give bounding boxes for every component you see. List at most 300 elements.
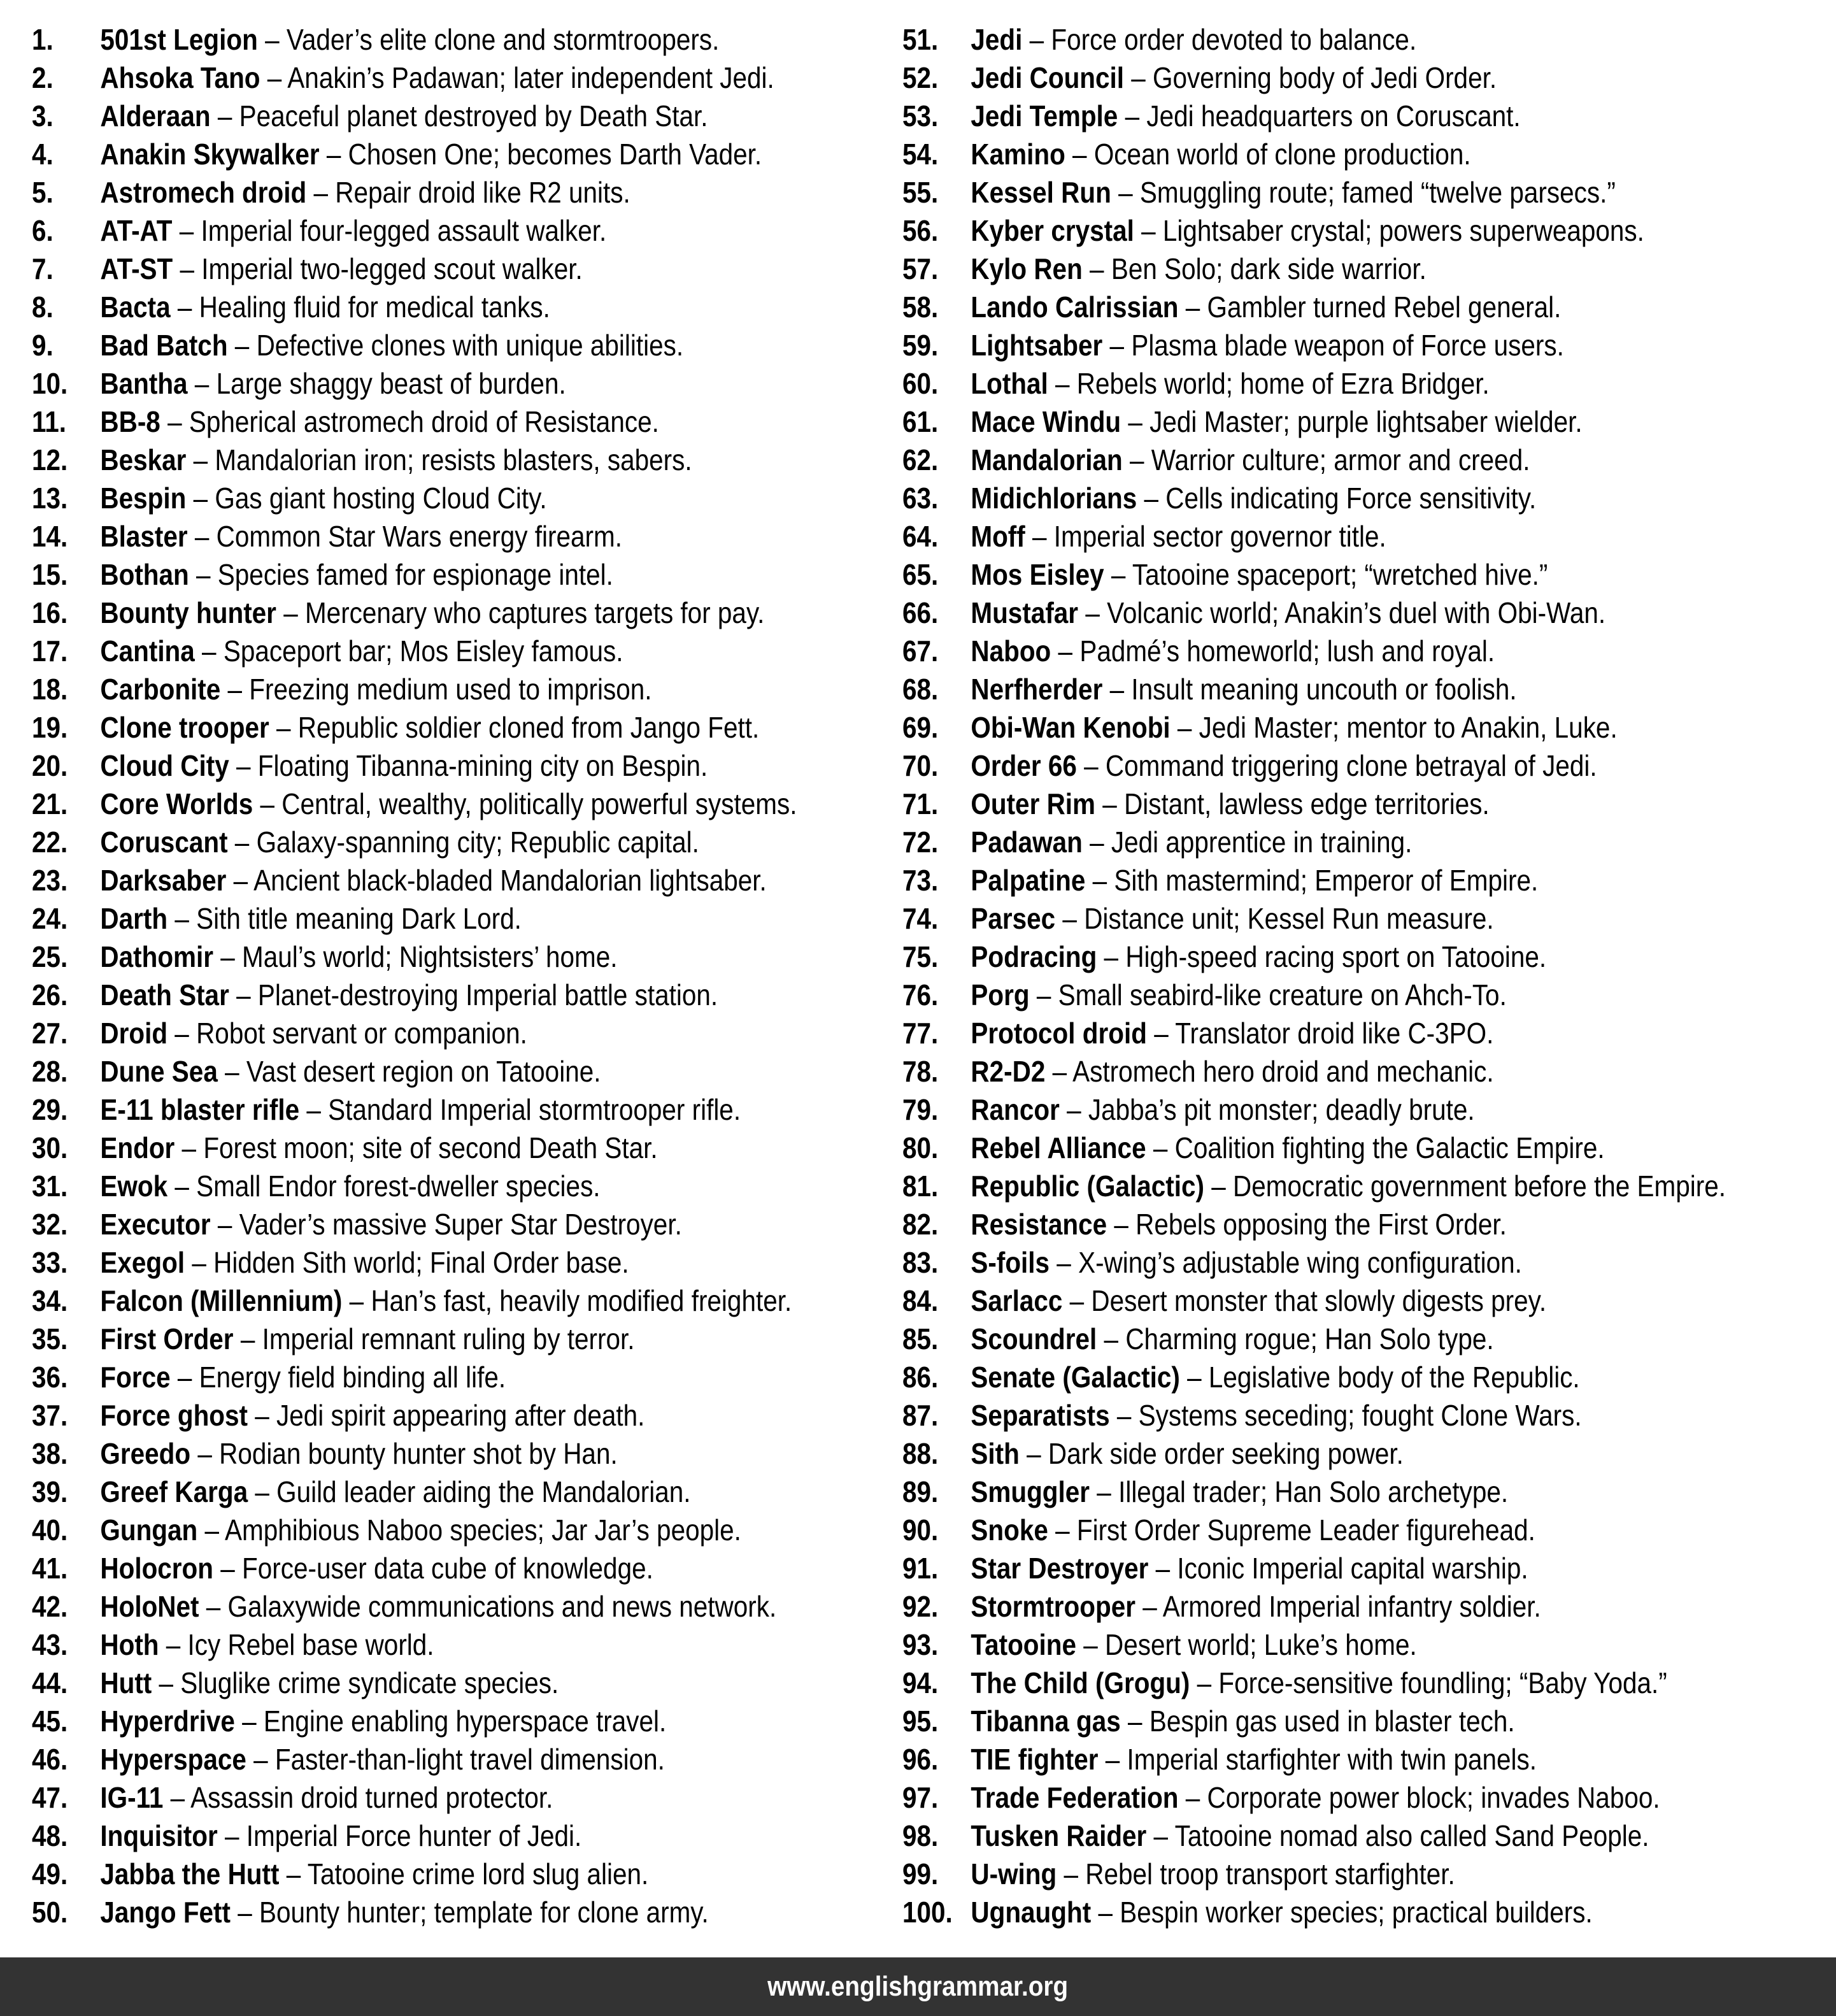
item-number: 19. [32, 711, 68, 744]
list-item [902, 861, 1726, 899]
item-number: 41. [32, 1552, 68, 1585]
item-term: Stormtrooper [971, 1590, 1135, 1623]
item-number: 81. [902, 1169, 939, 1203]
item-term: Star Destroyer [971, 1552, 1149, 1585]
item-separator: – [172, 214, 201, 247]
item-number: 36. [32, 1361, 68, 1394]
item-number: 13. [32, 482, 68, 515]
item-definition: Standard Imperial stormtrooper rifle. [328, 1093, 741, 1126]
item-term: Bespin [100, 482, 187, 515]
list-item [902, 1740, 1726, 1778]
item-definition: Desert monster that slowly digests prey. [1091, 1284, 1547, 1317]
list-item [32, 173, 798, 211]
list-item [902, 594, 1726, 632]
item-term: Senate (Galactic) [971, 1361, 1180, 1394]
item-text [971, 441, 1530, 479]
item-text [100, 97, 708, 135]
item-separator: – [185, 1246, 214, 1279]
item-text [100, 747, 708, 785]
item-separator: – [213, 940, 243, 973]
list-item [902, 899, 1726, 938]
item-separator: – [1082, 252, 1111, 285]
item-number: 100. [902, 1896, 953, 1929]
item-separator: – [1107, 1208, 1136, 1241]
item-number: 43. [32, 1628, 68, 1661]
item-separator: – [1102, 673, 1132, 706]
item-separator: – [1019, 1437, 1048, 1470]
item-text [100, 326, 683, 364]
item-definition: Freezing medium used to imprison. [249, 673, 652, 706]
list-item [32, 211, 798, 250]
item-number: 94. [902, 1666, 939, 1699]
item-term: Droid [100, 1017, 168, 1050]
glossary-column-right [902, 20, 1836, 1931]
item-definition: Rebels world; home of Ezra Bridger. [1076, 367, 1490, 400]
item-number: 5. [32, 176, 53, 209]
list-item [902, 1014, 1726, 1052]
item-separator: – [167, 902, 197, 935]
item-number: 37. [32, 1399, 68, 1432]
item-text [100, 1855, 648, 1893]
item-number: 31. [32, 1169, 68, 1203]
item-text [971, 670, 1516, 708]
item-term: Ugnaught [971, 1896, 1092, 1929]
item-definition: Astromech hero droid and mechanic. [1072, 1055, 1494, 1088]
list-item [32, 1396, 798, 1434]
item-number: 83. [902, 1246, 939, 1279]
item-term: HoloNet [100, 1590, 199, 1623]
item-definition: Sith title meaning Dark Lord. [196, 902, 522, 935]
list-item [902, 976, 1726, 1014]
item-term: Jedi Temple [971, 99, 1118, 132]
item-definition: Bounty hunter; template for clone army. [259, 1896, 709, 1929]
list-item [32, 1090, 798, 1129]
list-item [32, 1205, 798, 1243]
item-separator: – [319, 138, 348, 171]
item-definition: Rodian bounty hunter shot by Han. [219, 1437, 618, 1470]
item-term: Clone trooper [100, 711, 269, 744]
item-number: 1. [32, 23, 53, 56]
item-separator: – [1111, 176, 1140, 209]
item-text [100, 1511, 741, 1549]
list-item [32, 364, 798, 403]
item-term: Dune Sea [100, 1055, 218, 1088]
item-definition: Spherical astromech droid of Resistance. [189, 405, 659, 438]
item-term: Core Worlds [100, 787, 253, 820]
item-term: Naboo [971, 634, 1051, 668]
item-text [100, 1243, 629, 1282]
item-number: 18. [32, 673, 68, 706]
item-term: Mos Eisley [971, 558, 1104, 591]
item-term: Order 66 [971, 749, 1077, 782]
item-number: 70. [902, 749, 939, 782]
list-item [32, 1664, 798, 1702]
item-number: 84. [902, 1284, 939, 1317]
item-number: 17. [32, 634, 68, 668]
item-number: 40. [32, 1513, 68, 1547]
item-number: 14. [32, 520, 68, 553]
item-definition: Imperial starfighter with twin panels. [1127, 1743, 1537, 1776]
list-item [902, 1434, 1726, 1473]
item-definition: Faster-than-light travel dimension. [274, 1743, 665, 1776]
list-item [902, 1626, 1726, 1664]
list-item [32, 326, 798, 364]
item-term: E-11 blaster rifle [100, 1093, 300, 1126]
item-text [971, 1014, 1493, 1052]
item-number: 28. [32, 1055, 68, 1088]
item-number: 53. [902, 99, 939, 132]
item-definition: Armored Imperial infantry soldier. [1162, 1590, 1541, 1623]
item-definition: Warrior culture; armor and creed. [1151, 443, 1530, 476]
list-item [902, 1702, 1726, 1740]
item-text [971, 1702, 1514, 1740]
item-number: 10. [32, 367, 68, 400]
item-term: Hutt [100, 1666, 152, 1699]
item-definition: Robot servant or companion. [196, 1017, 527, 1050]
item-definition: Engine enabling hyperspace travel. [263, 1705, 667, 1738]
item-separator: – [1078, 596, 1107, 629]
item-term: Smuggler [971, 1475, 1090, 1508]
item-definition: Planet-destroying Imperial battle station. [257, 978, 718, 1012]
item-separator: – [1076, 1628, 1106, 1661]
list-item [902, 785, 1726, 823]
item-definition: Ancient black-bladed Mandalorian lightsaber. [253, 864, 767, 897]
item-text [971, 1511, 1535, 1549]
item-text [971, 1167, 1726, 1205]
item-term: Outer Rim [971, 787, 1096, 820]
item-separator: – [1025, 520, 1054, 553]
item-text [100, 1702, 666, 1740]
item-definition: Smuggling route; famed “twelve parsecs.” [1139, 176, 1616, 209]
item-text [971, 823, 1412, 861]
item-term: Mace Windu [971, 405, 1121, 438]
item-definition: Command triggering clone betrayal of Jedi. [1105, 749, 1597, 782]
item-term: Hyperspace [100, 1743, 246, 1776]
item-definition: Bespin worker species; practical builders. [1120, 1896, 1593, 1929]
list-item [32, 1358, 798, 1396]
item-number: 22. [32, 826, 68, 859]
item-separator: – [1102, 329, 1132, 362]
list-item [902, 1893, 1726, 1931]
item-separator: – [1091, 1896, 1120, 1929]
item-text [100, 785, 797, 823]
item-definition: Ben Solo; dark side warrior. [1111, 252, 1427, 285]
item-number: 95. [902, 1705, 939, 1738]
item-separator: – [1050, 1246, 1079, 1279]
item-term: Death Star [100, 978, 229, 1012]
item-term: Protocol droid [971, 1017, 1147, 1050]
item-number: 29. [32, 1093, 68, 1126]
item-number: 87. [902, 1399, 939, 1432]
item-number: 65. [902, 558, 939, 591]
item-separator: – [1029, 978, 1058, 1012]
item-definition: Legislative body of the Republic. [1208, 1361, 1580, 1394]
list-item [902, 823, 1726, 861]
item-definition: Imperial four-legged assault walker. [201, 214, 607, 247]
item-separator: – [231, 1896, 260, 1929]
item-term: Tusken Raider [971, 1819, 1147, 1852]
item-separator: – [159, 1628, 188, 1661]
item-number: 8. [32, 290, 53, 324]
list-item [902, 1205, 1726, 1243]
item-term: Darksaber [100, 864, 227, 897]
item-number: 39. [32, 1475, 68, 1508]
item-separator: – [1179, 1361, 1209, 1394]
item-separator: – [269, 711, 298, 744]
item-definition: Vader’s elite clone and stormtroopers. [286, 23, 720, 56]
item-term: Inquisitor [100, 1819, 218, 1852]
list-item [32, 1817, 798, 1855]
item-text [100, 938, 617, 976]
item-number: 93. [902, 1628, 939, 1661]
list-item [902, 670, 1726, 708]
list-item [32, 1052, 798, 1090]
item-definition: Forest moon; site of second Death Star. [203, 1131, 658, 1164]
item-text [971, 1549, 1528, 1587]
item-text [100, 1205, 681, 1243]
item-number: 74. [902, 902, 939, 935]
item-term: Parsec [971, 902, 1056, 935]
item-number: 52. [902, 61, 939, 94]
item-term: Ahsoka Tano [100, 61, 260, 94]
item-term: Force [100, 1361, 171, 1394]
item-definition: First Order Supreme Leader figurehead. [1076, 1513, 1535, 1547]
item-term: Falcon (Millennium) [100, 1284, 343, 1317]
item-separator: – [1059, 1093, 1088, 1126]
item-text [971, 211, 1644, 250]
list-item [32, 20, 798, 59]
item-definition: Large shaggy beast of burden. [216, 367, 566, 400]
item-separator: – [190, 1437, 220, 1470]
item-number: 62. [902, 443, 939, 476]
item-text [971, 1587, 1541, 1626]
list-item [32, 403, 798, 441]
item-definition: Vast desert region on Tatooine. [246, 1055, 601, 1088]
item-term: Endor [100, 1131, 175, 1164]
item-separator: – [152, 1666, 181, 1699]
item-term: Trade Federation [971, 1781, 1179, 1814]
item-definition: Distant, lawless edge territories. [1124, 787, 1490, 820]
item-term: IG-11 [100, 1781, 164, 1814]
list-item [32, 1167, 798, 1205]
item-definition: Volcanic world; Anakin’s duel with Obi-Wan. [1107, 596, 1606, 629]
list-item [902, 555, 1726, 594]
item-definition: Imperial Force hunter of Jedi. [246, 1819, 582, 1852]
item-number: 47. [32, 1781, 68, 1814]
list-item [902, 403, 1726, 441]
item-number: 98. [902, 1819, 939, 1852]
item-definition: Force-sensitive foundling; “Baby Yoda.” [1218, 1666, 1667, 1699]
item-text [100, 479, 546, 517]
item-definition: Guild leader aiding the Mandalorian. [276, 1475, 691, 1508]
list-item [32, 1549, 798, 1587]
item-term: Moff [971, 520, 1025, 553]
item-separator: – [1109, 1399, 1139, 1432]
item-text [100, 20, 719, 59]
list-item [902, 708, 1726, 747]
item-text [971, 747, 1597, 785]
list-item [32, 1014, 798, 1052]
item-text [971, 135, 1470, 173]
item-text [100, 708, 759, 747]
item-separator: – [1178, 290, 1207, 324]
item-term: Porg [971, 978, 1030, 1012]
item-separator: – [217, 1819, 246, 1852]
item-definition: Assassin droid turned protector. [190, 1781, 553, 1814]
item-separator: – [229, 978, 258, 1012]
item-definition: Tatooine nomad also called Sand People. [1174, 1819, 1649, 1852]
item-text [100, 1014, 527, 1052]
item-text [971, 403, 1582, 441]
item-separator: – [1097, 940, 1126, 973]
item-text [971, 976, 1506, 1014]
item-term: Executor [100, 1208, 211, 1241]
item-text [971, 1282, 1546, 1320]
item-number: 64. [902, 520, 939, 553]
item-separator: – [186, 443, 215, 476]
item-term: Dathomir [100, 940, 214, 973]
item-number: 20. [32, 749, 68, 782]
item-text [971, 1855, 1455, 1893]
item-number: 45. [32, 1705, 68, 1738]
item-text [100, 632, 623, 670]
item-definition: Dark side order seeking power. [1048, 1437, 1404, 1470]
item-separator: – [279, 1857, 308, 1891]
item-separator: – [160, 405, 189, 438]
list-item [902, 1282, 1726, 1320]
item-number: 75. [902, 940, 939, 973]
item-text [100, 1473, 690, 1511]
item-separator: – [248, 1399, 277, 1432]
list-item [902, 1358, 1726, 1396]
item-number: 3. [32, 99, 53, 132]
item-text [100, 288, 550, 326]
item-definition: High-speed racing sport on Tatooine. [1125, 940, 1547, 973]
item-separator: – [233, 1322, 262, 1355]
item-term: Bounty hunter [100, 596, 276, 629]
item-separator: – [1098, 1743, 1127, 1776]
item-term: Gungan [100, 1513, 198, 1547]
list-item [902, 1855, 1726, 1893]
item-term: Cloud City [100, 749, 229, 782]
list-item [32, 1778, 798, 1817]
list-item [32, 517, 798, 555]
item-definition: Jedi Master; mentor to Anakin, Luke. [1199, 711, 1618, 744]
list-item [902, 1090, 1726, 1129]
item-text [100, 1664, 559, 1702]
item-text [971, 97, 1520, 135]
item-separator: – [1137, 482, 1166, 515]
item-definition: Force-user data cube of knowledge. [242, 1552, 653, 1585]
item-definition: Repair droid like R2 units. [335, 176, 630, 209]
item-term: Kamino [971, 138, 1065, 171]
footer-url: www.englishgrammar.org [767, 1971, 1069, 2002]
list-item [902, 1817, 1726, 1855]
item-definition: Galaxy-spanning city; Republic capital. [256, 826, 699, 859]
item-text [100, 1358, 506, 1396]
item-number: 92. [902, 1590, 939, 1623]
item-number: 51. [902, 23, 939, 56]
item-definition: Amphibious Naboo species; Jar Jar’s people. [225, 1513, 741, 1547]
item-text [100, 1893, 708, 1931]
item-separator: – [163, 1781, 191, 1814]
item-definition: Illegal trader; Han Solo archetype. [1118, 1475, 1509, 1508]
item-text [100, 517, 622, 555]
list-item [902, 1396, 1726, 1434]
item-term: Cantina [100, 634, 195, 668]
item-term: U-wing [971, 1857, 1057, 1891]
item-definition: Republic soldier cloned from Jango Fett. [297, 711, 760, 744]
item-separator: – [1051, 634, 1080, 668]
item-definition: Mercenary who captures targets for pay. [304, 596, 765, 629]
item-number: 85. [902, 1322, 939, 1355]
item-definition: Small seabird-like creature on Ahch-To. [1058, 978, 1507, 1012]
item-text [100, 1396, 644, 1434]
item-text [971, 938, 1546, 976]
item-term: Bothan [100, 558, 189, 591]
item-separator: – [246, 1743, 275, 1776]
item-text [971, 1664, 1667, 1702]
item-definition: Imperial sector governor title. [1053, 520, 1386, 553]
item-term: Greef Karga [100, 1475, 248, 1508]
item-text [100, 1778, 553, 1817]
item-text [100, 1549, 653, 1587]
item-definition: Desert world; Luke’s home. [1105, 1628, 1417, 1661]
item-term: Obi-Wan Kenobi [971, 711, 1171, 744]
item-term: Scoundrel [971, 1322, 1097, 1355]
item-term: Carbonite [100, 673, 221, 706]
item-term: Blaster [100, 520, 188, 553]
item-definition: Padmé’s homeworld; lush and royal. [1079, 634, 1495, 668]
item-text [100, 899, 521, 938]
item-separator: – [253, 787, 282, 820]
item-text [100, 1587, 776, 1626]
item-number: 23. [32, 864, 68, 897]
item-term: TIE fighter [971, 1743, 1099, 1776]
item-text [971, 785, 1489, 823]
item-term: Podracing [971, 940, 1097, 973]
item-separator: – [210, 1208, 239, 1241]
item-term: Sarlacc [971, 1284, 1063, 1317]
item-term: Tatooine [971, 1628, 1077, 1661]
item-term: Separatists [971, 1399, 1110, 1432]
item-number: 90. [902, 1513, 939, 1547]
item-text [971, 1358, 1579, 1396]
item-separator: – [1085, 864, 1114, 897]
list-item [902, 747, 1726, 785]
item-definition: Gambler turned Rebel general. [1207, 290, 1562, 324]
item-text [971, 1778, 1660, 1817]
list-item [32, 1740, 798, 1778]
item-separator: – [1082, 826, 1111, 859]
item-term: Lando Calrissian [971, 290, 1179, 324]
item-term: AT-AT [100, 214, 173, 247]
item-text [100, 823, 699, 861]
item-term: Exegol [100, 1246, 185, 1279]
list-item [32, 1893, 798, 1931]
item-number: 27. [32, 1017, 68, 1050]
item-text [100, 670, 651, 708]
item-term: Jedi [971, 23, 1023, 56]
item-term: Hyperdrive [100, 1705, 235, 1738]
item-term: Tibanna gas [971, 1705, 1121, 1738]
item-term: Darth [100, 902, 168, 935]
item-term: 501st Legion [100, 23, 258, 56]
list-item [32, 1473, 798, 1511]
list-item [902, 517, 1726, 555]
item-separator: – [1076, 749, 1106, 782]
item-separator: – [1121, 405, 1150, 438]
